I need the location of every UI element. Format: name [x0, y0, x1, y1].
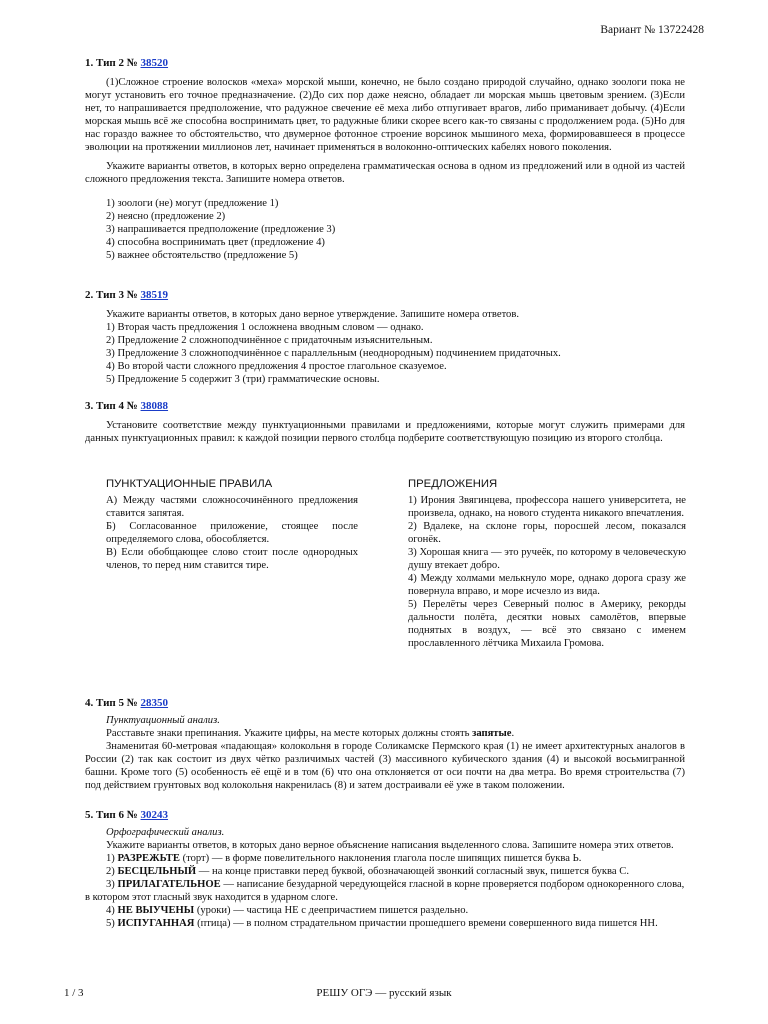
task-1-header — [85, 57, 685, 70]
task-2-header — [85, 289, 685, 302]
task-5-options — [85, 852, 685, 930]
task-5-subtitle: Орфографический анализ. — [106, 827, 225, 838]
task-5-prompt: Укажите варианты ответов, в которых дано верное объяснение написания выделенного слова. Запишите номера этих ответов. — [106, 840, 674, 851]
sentence-item: 4) Между холмами мелькнуло море, однако дорога сразу же повернула вправо, и море исчезло из вида. — [408, 573, 686, 597]
task-2-label: 2. Тип 3 № — [85, 289, 138, 301]
option: 4) способна воспринимать цвет (предложение 4) — [106, 237, 325, 248]
option: 4) Во второй части сложного предложения 4 простое глагольное сказуемое. — [106, 361, 447, 372]
option-num: 3) — [106, 879, 115, 890]
task-1-link[interactable]: 38520 — [140, 57, 169, 69]
option-term: НЕ ВЫУЧЕНЫ — [117, 905, 195, 916]
option: 3) Предложение 3 сложноподчинённое с параллельным (неоднородным) подчинением придаточных. — [106, 348, 561, 359]
rule-item: В) Если обобщающее слово стоит после однородных членов, то перед ним ставится тире. — [106, 547, 358, 571]
site-name: РЕШУ ОГЭ — русский язык — [316, 987, 452, 999]
sentence-item: 2) Вдалеке, на склоне горы, поросшей лесом, показался огонёк. — [408, 521, 686, 545]
sentence-item: 3) Хорошая книга — это ручеёк, по которому в человеческую душу втекает добро. — [408, 547, 686, 571]
option-term: БЕСЦЕЛЬНЫЙ — [117, 866, 197, 877]
option-num: 5) — [106, 918, 115, 929]
task-2-options — [85, 321, 685, 386]
sentence-item: 1) Ирония Звягинцева, профессора нашего университета, не произвела, однако, на нового студента никакого впечатления. — [408, 495, 686, 519]
prompt-text: Расставьте знаки препинания. Укажите цифры, на месте которых должны стоять — [106, 728, 473, 739]
option: 3) напрашивается предположение (предложение 3) — [106, 224, 336, 235]
option: 5) важнее обстоятельство (предложение 5) — [106, 250, 298, 261]
task-4-label: 4. Тип 5 № — [85, 697, 138, 709]
option-text: (птица) — в полном страдательном причастии прошедшего времени совершенного вида пишется НН. — [194, 918, 658, 929]
task-3 — [85, 400, 685, 445]
option-num: 1) — [106, 853, 115, 864]
variant-number: Вариант № 13722428 — [600, 24, 704, 36]
rule-item: Б) Согласованное приложение, стоящее после определяемого слова, обособляется. — [106, 521, 358, 545]
task-3-label: 3. Тип 4 № — [85, 400, 138, 412]
task-5-label: 5. Тип 6 № — [85, 809, 138, 821]
task-2-prompt: Укажите варианты ответов, в которых дано верное утверждение. Запишите номера ответов. — [106, 309, 520, 320]
task-1-text: (1)Сложное строение волосков «меха» морской мыши, конечно, не было создано природой случайно, однако зоологи пока не могут установить его точное предназначение. (2)До сих пор даже неясно, обладает ли морская мышь цветовым зрением. (3)Если нет, то напрашивается предположение, что радужное свечение её меха либо отпугивает врагов, либо приманивает добычу. (4)Если морская мышь всё же способна воспринимать цвет, то радужные блики скорее всего как-то связаны с продолжением рода. (5)Но для нас гораздо важнее то обстоятельство, что двумерное фотонное строение ворсинок мышиного меха, формировавшееся в процессе эволюции на протяжении миллионов лет, начинает применяться в волоконно-оптических кабелях нового поколения. — [85, 77, 685, 153]
option — [85, 878, 685, 904]
task-1 — [85, 57, 685, 262]
task-5 — [85, 809, 685, 930]
option-text: — на конце приставки перед буквой, обозначающей звонкий согласный звук, пишется буква С. — [196, 866, 629, 877]
sentence-item: 5) Перелёты через Северный полюс в Америку, рекорды дальности полёта, десятки новых самолётов, впервые поднятых в воздух, — всё это связано с именем прославленного лётчика Михаила Громова. — [408, 599, 686, 649]
option: 2) неясно (предложение 2) — [106, 211, 226, 222]
option — [85, 904, 685, 917]
task-5-link[interactable]: 30243 — [140, 809, 169, 821]
task-5-header — [85, 809, 685, 822]
task-4-link[interactable]: 28350 — [140, 697, 169, 709]
option: 5) Предложение 5 содержит 3 (три) грамматические основы. — [106, 374, 380, 385]
sentences-title: ПРЕДЛОЖЕНИЯ — [408, 478, 498, 490]
option-num: 4) — [106, 905, 115, 916]
page-number: 1 / 3 — [64, 987, 84, 999]
option-text: (уроки) — частица НЕ с деепричастием пишется раздельно. — [194, 905, 469, 916]
option: 1) зоологи (не) могут (предложение 1) — [106, 198, 279, 209]
prompt-end: . — [511, 728, 515, 739]
prompt-emphasis: запятые — [472, 728, 512, 739]
task-3-link[interactable]: 38088 — [140, 400, 169, 412]
task-2-link[interactable]: 38519 — [140, 289, 169, 301]
task-3-prompt: Установите соответствие между пунктуационными правилами и предложениями, которые могут служить примерами для данных пунктуационных правил: к каждой позиции первого столбца подберите соответствующую позицию из второго столбца. — [85, 420, 685, 444]
option: 2) Предложение 2 сложноподчинённое с придаточным изъяснительным. — [106, 335, 433, 346]
rules-title: ПУНКТУАЦИОННЫЕ ПРАВИЛА — [106, 478, 273, 490]
option-text: (торт) — в форме повелительного наклонения глагола после шипящих пишется буква Ь. — [179, 853, 582, 864]
task-4 — [85, 697, 685, 792]
option-text: — написание безударной чередующейся гласной в корне проверяется подбором однокоренного слова, в котором этот гласный звук находится в ударном слоге. — [85, 879, 685, 903]
option — [85, 917, 685, 930]
option — [85, 852, 685, 865]
task-3-header — [85, 400, 685, 413]
option: 1) Вторая часть предложения 1 осложнена вводным словом — однако. — [106, 322, 424, 333]
option-num: 2) — [106, 866, 115, 877]
task-4-subtitle: Пунктуационный анализ. — [106, 715, 220, 726]
rules-column — [106, 478, 358, 572]
rule-item: А) Между частями сложносочинённого предложения ставится запятая. — [106, 495, 358, 519]
task-4-text: Знаменитая 60-метровая «падающая» колокольня в городе Соликамске Пермского края (1) не имеет архитектурных аналогов в России (2) так как состоит из двух чётко различимых частей (3) массивного кубического здания (4) и высокой восьмигранной башни. Кроме того (5) особенность её ещё и в том (6) что она отклоняется от оси почти на два метра. Во время строительства (7) под действием грунтовых вод колокольня накренилась (8) и затем достраивали её уже в таком положении. — [85, 741, 685, 791]
task-1-options — [85, 197, 685, 262]
option-term: ИСПУГАННАЯ — [117, 918, 195, 929]
task-1-prompt: Укажите варианты ответов, в которых верно определена грамматическая основа в одном из предложений или в одной из частей сложного предложения текста. Запишите номера ответов. — [85, 161, 685, 185]
task-2 — [85, 289, 685, 386]
option — [85, 865, 685, 878]
task-1-label: 1. Тип 2 № — [85, 57, 138, 69]
task-4-header — [85, 697, 685, 710]
task-4-prompt — [85, 727, 685, 740]
sentences-column — [408, 478, 686, 650]
option-term: РАЗРЕЖЬТЕ — [117, 853, 180, 864]
option-term: ПРИЛАГАТЕЛЬНОЕ — [117, 879, 221, 890]
